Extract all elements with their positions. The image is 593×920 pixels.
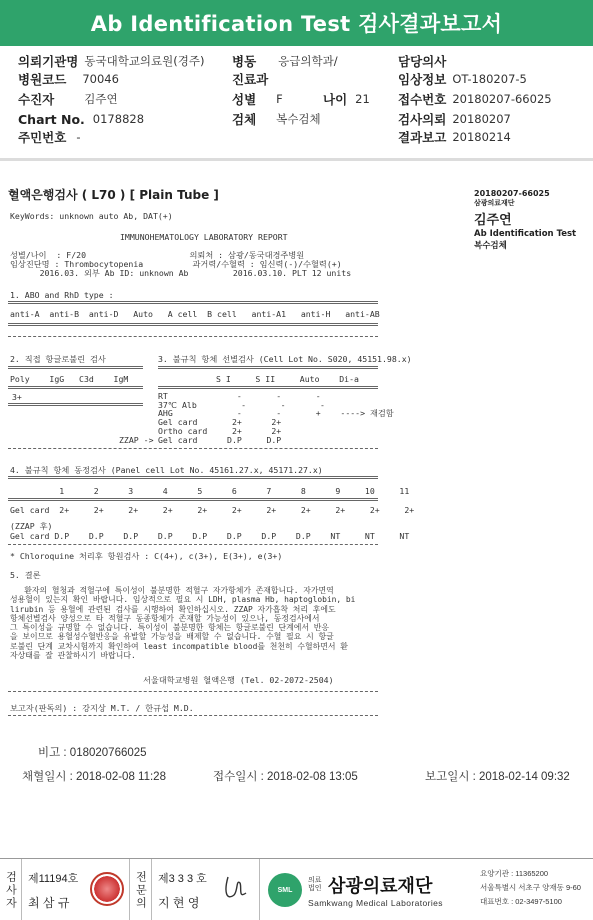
patient-line-3: 2016.03. 외부 Ab ID: unknown Ab 2016.03.10. PLT 12 units xyxy=(10,268,352,278)
age-value: 21 xyxy=(355,92,370,106)
org-reg: 요양기관 : 11365200 xyxy=(480,869,549,878)
sex-value: F xyxy=(276,92,283,106)
rule xyxy=(8,544,378,545)
patient-line-2: 임상진단명 : Thrombocytopenia 과거력/수혈력 : 임신력(-)/수혈력(+) xyxy=(10,259,342,269)
institution-label: 의뢰기관명 xyxy=(18,54,79,69)
report-date-row xyxy=(398,128,511,146)
conclusion-text: 환자의 혈청과 적혈구에 특이성이 불분명한 적혈구 자가항체가 존재합니다. 자가면역 성용혈이 있는지 확인 바랍니다. 임상적으로 필요 시 LDH, plasma Hb, haptoglobin, bi lirubin 등 용혈에 관련된 검사를 시행하여 확인하십시오. ZZAP 자가흡착 처리 후에도 항체선별검사 양성으로 타 적혈구 동종항체가 존재할 가능성이 있으나, 동정검사에서 그 특이성을 규명할 수 없습니다. 특이성이 불분명한 항체는 항글로불린 단계에서 반응 을 보이므로 용혈성수혈반응을 유발할 가능성을 배제할 수 없습니다. 수혈 필요 시 항글 로불린 단계 교차시험까지 확인하여 least incompatible blood를 천천히 수혈하면서 환 자상태를 잘 관찰하시기 바랍니다. xyxy=(10,586,356,661)
poly-value: 3+ xyxy=(12,392,22,402)
sticker-name: 김주연 xyxy=(474,213,512,228)
report-subtitle: IMMUNOHEMATOLOGY LABORATORY REPORT xyxy=(120,232,288,242)
section-3-title: 3. 불규칙 항체 선별검사 (Cell Lot No. S020, 45151.98.x) xyxy=(158,354,412,364)
report-header: 혈액은행검사 ( L70 ) [ Plain Tube ] xyxy=(8,188,219,202)
rule xyxy=(8,301,378,304)
org-address: 서울특별시 서초구 양재동 9-60 xyxy=(480,883,581,892)
org-contact xyxy=(480,867,592,909)
examiner-name: 최 삼 규 xyxy=(28,895,70,910)
dat-columns: Poly IgG C3d IgM xyxy=(10,374,129,384)
rule xyxy=(8,336,378,337)
sticker-specimen: 복수검체 xyxy=(474,241,507,251)
request-date-value: 20180207 xyxy=(452,112,511,126)
rule xyxy=(8,386,143,389)
rule xyxy=(8,366,143,369)
ward-label: 병동 xyxy=(232,54,257,69)
examiner-label-box xyxy=(0,859,22,920)
patient-row xyxy=(18,90,118,108)
age-row xyxy=(323,90,370,108)
chart-value: 0178828 xyxy=(92,112,145,126)
keywords: KeyWords: unknown auto Ab, DAT(+) xyxy=(10,211,173,221)
section-2-title: 2. 직접 항글로불린 검사 xyxy=(10,354,106,364)
rule xyxy=(8,691,378,692)
doctor-row xyxy=(398,52,452,70)
hospital-code-row xyxy=(18,70,119,88)
examiner-no: 제11194호 xyxy=(28,872,79,885)
sml-logo-icon: SML xyxy=(268,873,302,907)
rule xyxy=(8,715,378,716)
rule xyxy=(158,386,378,389)
ward-row xyxy=(232,52,338,70)
rule xyxy=(8,448,378,449)
chart-label: Chart No. xyxy=(18,111,85,127)
report-date-label: 결과보고 xyxy=(398,130,447,145)
receipt-no-row xyxy=(398,90,552,108)
age-label: 나이 xyxy=(323,92,348,107)
clinical-row xyxy=(398,70,527,88)
sticker-number: 20180207-66025 xyxy=(474,189,550,198)
org-small: 의료법인 xyxy=(308,877,322,892)
panel-gel-row-2: Gel card D.P D.P D.P D.P D.P D.P D.P D.P NT NT NT xyxy=(10,531,410,541)
dept-label: 진료과 xyxy=(232,72,269,87)
rule xyxy=(158,366,378,369)
patient-value: 김주연 xyxy=(84,92,118,106)
sticker-test: Ab Identification Test xyxy=(474,229,577,239)
org-name: 삼광의료재단 xyxy=(328,876,433,896)
specimen-label: 검체 xyxy=(232,112,257,127)
lab-report-body xyxy=(8,178,593,898)
receipt-no-label: 접수번호 xyxy=(398,92,447,107)
official-seal-icon xyxy=(90,872,124,906)
panel-gel-row: Gel card 2+ 2+ 2+ 2+ 2+ 2+ 2+ 2+ 2+ 2+ 2+ xyxy=(10,505,415,515)
chloroquine-note: * Chloroquine 처리후 항원검사 : C(4+), c(3+), E(3+), e(3+) xyxy=(10,551,283,561)
panel-columns: 1 2 3 4 5 6 7 8 9 10 11 xyxy=(10,486,410,496)
institution-value: 동국대학교의료원(경주) xyxy=(84,54,205,68)
report-date-value: 20180214 xyxy=(452,130,511,144)
specimen-row xyxy=(232,110,321,128)
sex-row xyxy=(232,90,283,108)
org-branding xyxy=(268,859,478,920)
dept-row xyxy=(232,70,268,88)
hospital-code-label: 병원코드 xyxy=(18,72,67,87)
specialist-box xyxy=(152,859,260,920)
section-4-title: 4. 불규칙 항체 동정검사 (Panel cell Lot No. 45161.27.x, 45171.27.x) xyxy=(10,465,323,475)
rule xyxy=(8,498,378,501)
examiner-box xyxy=(22,859,130,920)
footer xyxy=(0,858,593,920)
chart-row xyxy=(18,110,144,128)
sticker-org: 삼광의료재단 xyxy=(474,199,515,207)
remark: 비고 : 018020766025 xyxy=(38,747,147,759)
section-5-title: 5. 결론 xyxy=(10,570,41,580)
request-date-label: 검사의뢰 xyxy=(398,112,447,127)
reporter: 보고자(판독의) : 강지상 M.T. / 한규섭 M.D. xyxy=(10,703,194,713)
ward-value: 응급의학과/ xyxy=(278,54,338,68)
header-divider xyxy=(0,158,593,161)
examiner-label: 검사자 xyxy=(4,870,17,910)
specialist-name: 지 현 영 xyxy=(158,895,200,910)
patient-label: 수진자 xyxy=(18,92,55,107)
sex-label: 성별 xyxy=(232,92,257,107)
receipt-time: 접수일시 : 2018-02-08 13:05 xyxy=(213,771,358,783)
report-title-bar xyxy=(0,0,593,46)
zzap-after: (ZZAP 후) xyxy=(10,521,53,531)
signature-icon xyxy=(222,871,252,905)
org-tel: 대표번호 : 02-3497-5100 xyxy=(480,897,562,906)
report-time: 보고일시 : 2018-02-14 09:32 xyxy=(425,771,570,783)
request-date-row xyxy=(398,110,511,128)
institution-row xyxy=(18,52,204,70)
clinical-label: 임상정보 xyxy=(398,72,447,87)
specialist-label: 전문의 xyxy=(134,870,147,910)
rule xyxy=(8,403,143,406)
abo-columns: anti-A anti-B anti-D Auto A cell B cell anti-A1 anti-H anti-AB xyxy=(10,309,380,319)
org-english: Samkwang Medical Laboratories xyxy=(308,898,443,908)
hospital-code-value: 70046 xyxy=(82,72,119,86)
id-label: 주민번호 xyxy=(18,130,67,145)
clinical-value: OT-180207-5 xyxy=(452,72,527,86)
zzap-arrow: ZZAP -> xyxy=(119,435,154,445)
specialist-label-box xyxy=(130,859,152,920)
screen-columns: S I S II Auto Di-a xyxy=(216,374,359,384)
id-row xyxy=(18,128,80,146)
specialist-no: 제3 3 3 호 xyxy=(158,872,207,885)
rule xyxy=(8,476,378,479)
doctor-label: 담당의사 xyxy=(398,54,447,69)
collect-time: 채혈일시 : 2018-02-08 11:28 xyxy=(22,771,166,783)
screen-rows: RT - - - 37℃ Alb - - - AHG - - + ----> 재검함 Gel card 2+ 2+ Ortho card 2+ 2+ Gel card D.P D.P xyxy=(158,391,394,445)
section-1-title: 1. ABO and RhD type : xyxy=(10,290,114,300)
rule xyxy=(8,323,378,326)
receipt-no-value: 20180207-66025 xyxy=(452,92,552,106)
page-title: Ab Identification Test 검사결과보고서 xyxy=(90,12,503,36)
id-value: - xyxy=(76,130,81,144)
patient-line-1: 성별/나이 : F/20 의뢰처 : 삼광/동국대경주병원 xyxy=(10,250,305,260)
specimen-value: 복수검체 xyxy=(276,112,321,126)
lab-contact: 서울대학교병원 혈액은행 (Tel. 02-2072-2504) xyxy=(143,675,334,685)
